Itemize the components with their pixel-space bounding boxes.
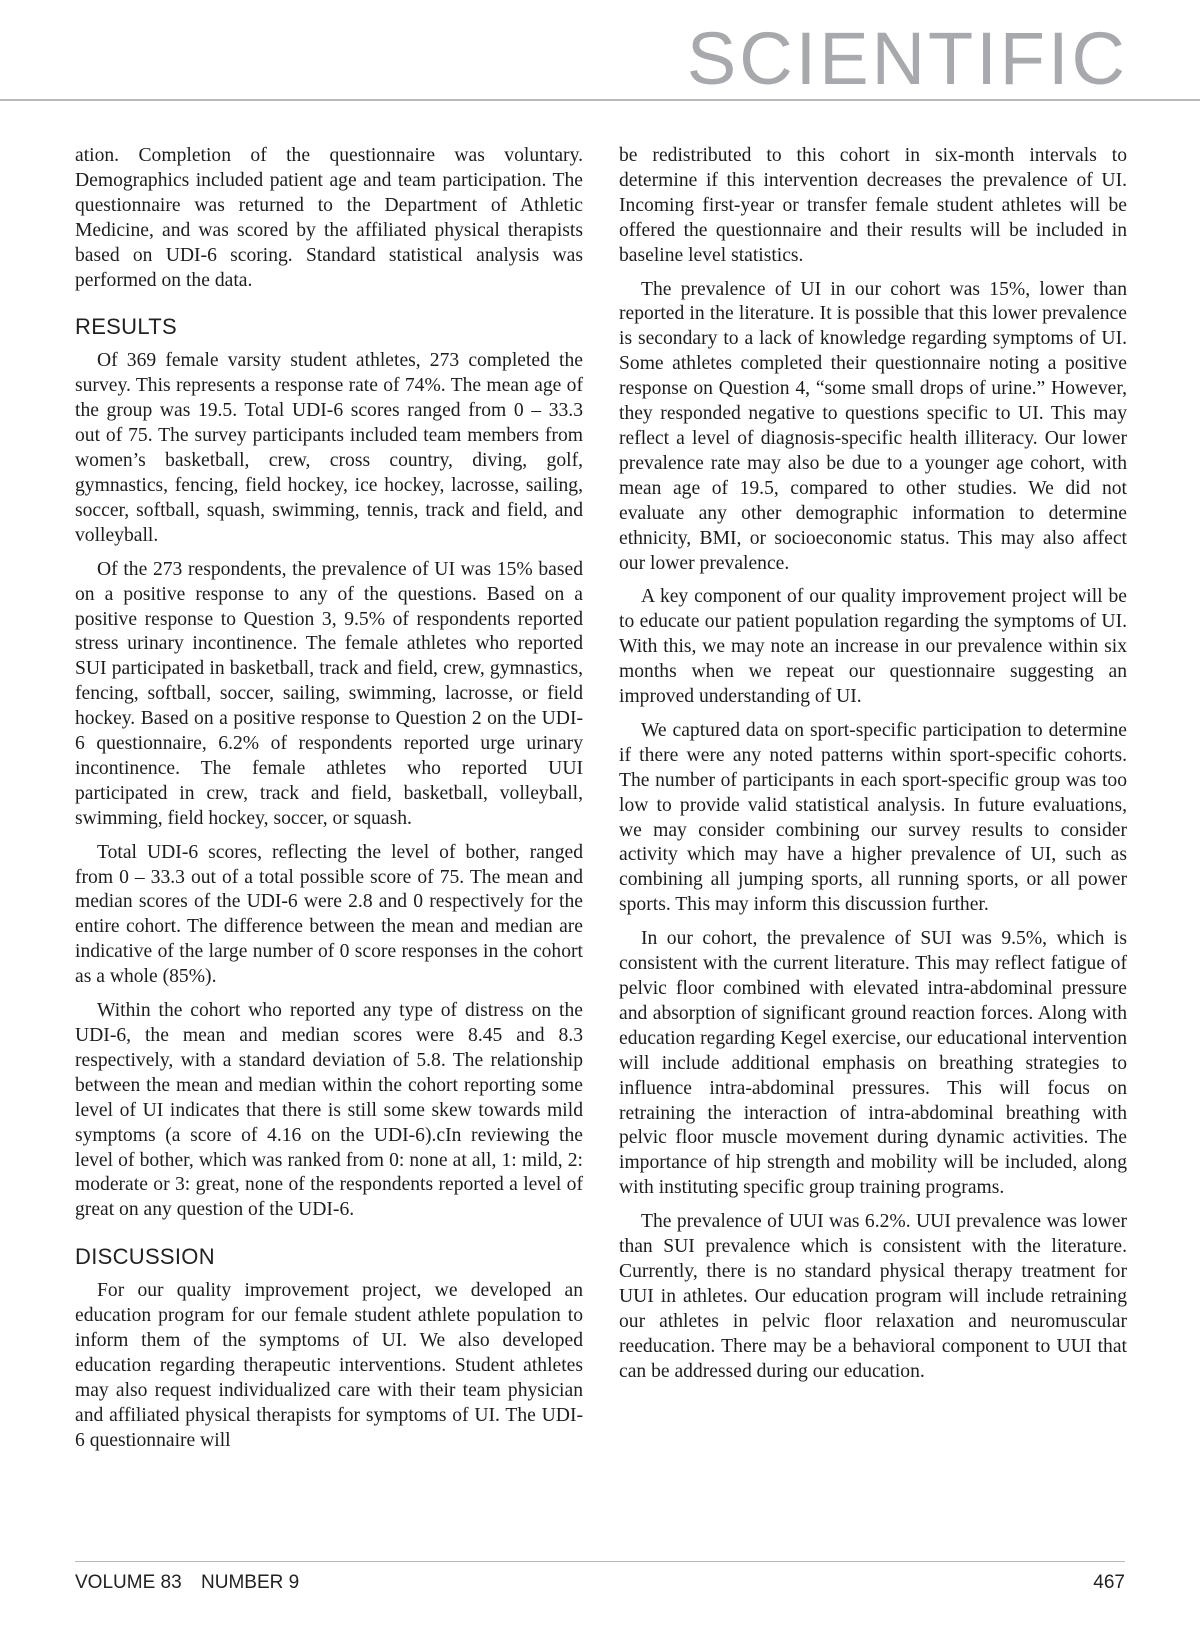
discussion-heading: DISCUSSION <box>75 1244 215 1270</box>
discussion-paragraph: We captured data on sport-specific participation to determine if there were any noted patterns within sport-specific cohorts. The number of participants in each sport-specific group was too low to provide valid statistical analysis. In future evaluations, we may consider combining our survey results to consider activity which may have a higher prevalence of UI, such as combining all jumping sports, all running sports, or all power sports. This may inform this discussion further. <box>619 719 1127 916</box>
results-heading: RESULTS <box>75 314 177 340</box>
discussion-continued-paragraph: be redistributed to this cohort in six-month intervals to determine if this intervention decreases the prevalence of UI. Incoming first-year or transfer female student athletes will be offered the questionnaire and their results will be included in baseline level statistics. <box>619 145 1127 266</box>
discussion-paragraph: The prevalence of UI in our cohort was 15%, lower than reported in the literature. It is possible that this lower prevalence is secondary to a lack of knowledge regarding symptoms of UI. Some athletes completed their questionnaire noting a positive response on Question 4, “some small drops of urine.” However, they responded negative to questions specific to UI. This may reflect a level of diagnosis-specific health illiteracy. Our lower prevalence rate may also be due to a younger age cohort, with mean age of 19.5, compared to other studies. We did not evaluate any other demographic information to determine ethnicity, BMI, or socioeconomic status. This may also affect our lower prevalence. <box>619 278 1127 574</box>
methods-continued-paragraph: ation. Completion of the questionnaire was voluntary. Demographics included patient age and team participation. The questionnaire was returned to the Department of Athletic Medicine, and was scored by the affiliated physical therapists based on UDI-6 scoring. Standard statistical analysis was performed on the data. <box>75 145 583 291</box>
header-divider <box>0 99 1200 101</box>
results-paragraph: Of the 273 respondents, the prevalence of UI was 15% based on a positive response to any of the questions. Based on a positive response to Question 3, 9.5% of respondents reported stress urinary incontinence. The female athletes who reported SUI participated in basketball, track and field, crew, gymnastics, fencing, softball, soccer, sailing, swimming, lacrosse, or field hockey. Based on a positive response to Question 2 on the UDI-6 questionnaire, 6.2% of respondents reported urge urinary incontinence. The female athletes who reported UUI participated in crew, track and field, basketball, volleyball, swimming, field hockey, soccer, or squash. <box>75 558 583 829</box>
discussion-paragraph: For our quality improvement project, we developed an education program for our female student athlete population to inform them of the symptoms of UI. We also developed education regarding therapeutic interventions. Student athletes may also request individualized care with their team physician and affiliated physical therapists for symptoms of UI. The UDI-6 questionnaire will <box>75 1280 583 1451</box>
results-paragraph: Within the cohort who reported any type of distress on the UDI-6, the mean and median scores were 8.45 and 8.3 respectively, with a standard deviation of 5.8. The relationship between the mean and median within the cohort reporting some level of UI indicates that there is still some skew towards mild symptoms (a score of 4.16 on the UDI-6).cIn reviewing the level of bother, which was ranked from 0: none at all, 1: mild, 2: moderate or 3: great, none of the respondents reported a level of great on any question of the UDI-6. <box>75 1000 583 1221</box>
discussion-paragraph: The prevalence of UUI was 6.2%. UUI prevalence was lower than SUI prevalence which is consistent with the literature. Currently, there is no standard physical therapy treatment for UUI in athletes. Our education program will include retraining our athletes in pelvic floor relaxation and neuromuscular reeducation. There may be a behavioral component to UUI that can be addressed during our education. <box>619 1211 1127 1382</box>
left-column <box>75 144 583 1463</box>
results-paragraph: Total UDI-6 scores, reflecting the level of bother, ranged from 0 – 33.3 out of a total possible score of 75. The mean and median scores of the UDI-6 were 2.8 and 0 respectively for the entire cohort. The difference between the mean and median are indicative of the large number of 0 score responses in the cohort as a whole (85%). <box>75 841 583 988</box>
journal-issue-number: NUMBER 9 <box>201 1572 300 1593</box>
results-paragraph: Of 369 female varsity student athletes, 273 completed the survey. This represents a response rate of 74%. The mean age of the group was 19.5. Total UDI-6 scores ranged from 0 – 33.3 out of 75. The survey participants included team members from women’s basketball, crew, cross country, diving, golf, gymnastics, fencing, field hockey, ice hockey, lacrosse, sailing, soccer, softball, squash, swimming, tennis, track and field, and volleyball. <box>75 350 583 546</box>
page-number: 467 <box>1093 1572 1125 1593</box>
right-column <box>619 144 1127 1394</box>
discussion-paragraph: In our cohort, the prevalence of SUI was 9.5%, which is consistent with the current literature. This may reflect fatigue of pelvic floor combined with elevated intra-abdominal pressure and absorption of significant ground reaction forces. Along with education regarding Kegel exercise, our educational intervention will include additional emphasis on breathing strategies to influence intra-abdominal pressures. This will focus on retraining the interaction of intra-abdominal breathing with pelvic floor muscle movement during dynamic activities. The importance of hip strength and mobility will be included, along with instituting specific group training programs. <box>619 928 1127 1199</box>
discussion-paragraph: A key component of our quality improvement project will be to educate our patient population regarding the symptoms of UI. With this, we may note an increase in our prevalence within six months when we repeat our questionnaire suggesting an improved understanding of UI. <box>619 586 1127 708</box>
footer-divider <box>75 1561 1125 1562</box>
journal-volume: VOLUME 83 <box>75 1572 182 1593</box>
section-title: SCIENTIFIC <box>686 17 1128 100</box>
